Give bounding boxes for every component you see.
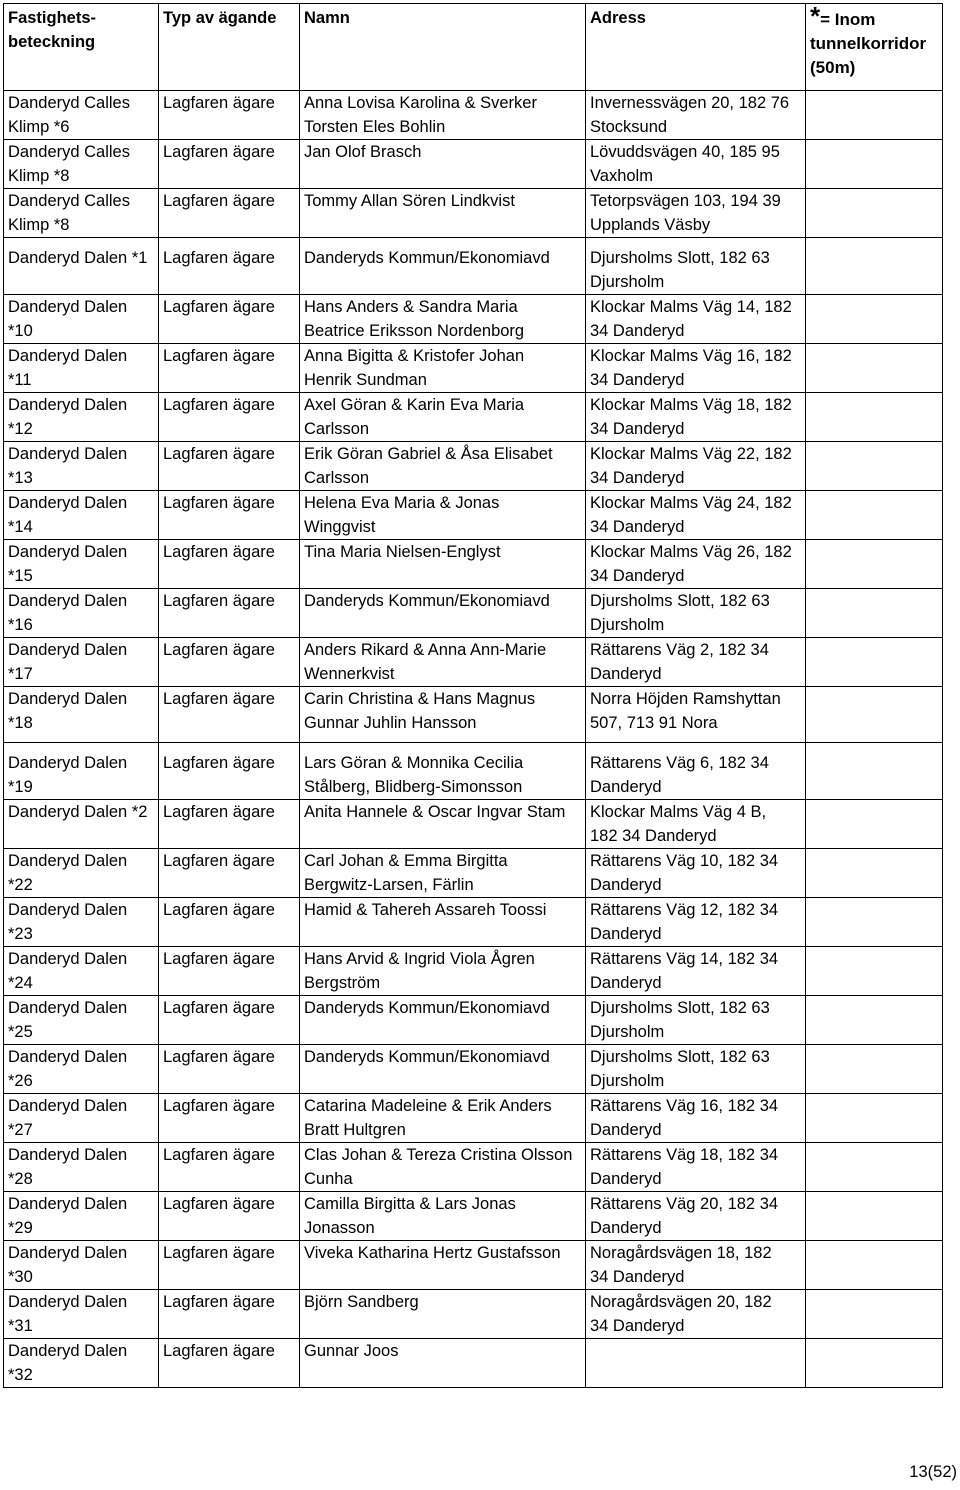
cell-owner-type: Lagfaren ägare xyxy=(159,540,300,589)
cell-property: Danderyd Dalen *27 xyxy=(4,1094,159,1143)
cell-owner-type: Lagfaren ägare xyxy=(159,687,300,743)
table-row xyxy=(4,238,943,295)
cell-tunnel-corridor xyxy=(806,947,943,996)
cell-address: Rättarens Väg 18, 182 34 Danderyd xyxy=(586,1143,806,1192)
cell-address: Rättarens Väg 12, 182 34 Danderyd xyxy=(586,898,806,947)
owners-table xyxy=(3,3,943,1388)
cell-owner-type: Lagfaren ägare xyxy=(159,91,300,140)
cell-tunnel-corridor xyxy=(806,996,943,1045)
cell-name: Hans Arvid & Ingrid Viola Ågren Bergström xyxy=(300,947,586,996)
cell-owner-type: Lagfaren ägare xyxy=(159,996,300,1045)
cell-tunnel-corridor xyxy=(806,638,943,687)
cell-tunnel-corridor xyxy=(806,1290,943,1339)
cell-tunnel-corridor xyxy=(806,687,943,743)
cell-tunnel-corridor xyxy=(806,540,943,589)
cell-property: Danderyd Dalen *23 xyxy=(4,898,159,947)
cell-address: Invernessvägen 20, 182 76 Stocksund xyxy=(586,91,806,140)
cell-property: Danderyd Dalen *15 xyxy=(4,540,159,589)
cell-owner-type: Lagfaren ägare xyxy=(159,1143,300,1192)
cell-owner-type: Lagfaren ägare xyxy=(159,898,300,947)
cell-property: Danderyd Dalen *14 xyxy=(4,491,159,540)
cell-property: Danderyd Dalen *19 xyxy=(4,743,159,800)
cell-name: Carin Christina & Hans Magnus Gunnar Juhlin Hansson xyxy=(300,687,586,743)
cell-property: Danderyd Calles Klimp *6 xyxy=(4,91,159,140)
table-row xyxy=(4,743,943,800)
cell-property: Danderyd Calles Klimp *8 xyxy=(4,189,159,238)
cell-owner-type: Lagfaren ägare xyxy=(159,947,300,996)
cell-name: Carl Johan & Emma Birgitta Bergwitz-Larsen, Färlin xyxy=(300,849,586,898)
cell-address: Rättarens Väg 2, 182 34 Danderyd xyxy=(586,638,806,687)
cell-property: Danderyd Dalen *13 xyxy=(4,442,159,491)
table-row xyxy=(4,1241,943,1290)
cell-tunnel-corridor xyxy=(806,91,943,140)
cell-property: Danderyd Dalen *32 xyxy=(4,1339,159,1388)
cell-name: Anna Lovisa Karolina & Sverker Torsten Eles Bohlin xyxy=(300,91,586,140)
cell-tunnel-corridor xyxy=(806,1045,943,1094)
cell-address: Norra Höjden Ramshyttan 507, 713 91 Nora xyxy=(586,687,806,743)
table-row xyxy=(4,898,943,947)
table-header-row xyxy=(4,4,943,91)
cell-name: Clas Johan & Tereza Cristina Olsson Cunha xyxy=(300,1143,586,1192)
cell-name: Anita Hannele & Oscar Ingvar Stam xyxy=(300,800,586,849)
cell-address: Rättarens Väg 10, 182 34 Danderyd xyxy=(586,849,806,898)
table-row xyxy=(4,1290,943,1339)
tunnel-star-marker: * xyxy=(810,3,821,31)
cell-owner-type: Lagfaren ägare xyxy=(159,1241,300,1290)
cell-tunnel-corridor xyxy=(806,1241,943,1290)
header-name: Namn xyxy=(300,4,586,91)
cell-property: Danderyd Dalen *2 xyxy=(4,800,159,849)
page-number: 13(52) xyxy=(909,1463,957,1481)
cell-tunnel-corridor xyxy=(806,140,943,189)
cell-property: Danderyd Calles Klimp *8 xyxy=(4,140,159,189)
cell-property: Danderyd Dalen *25 xyxy=(4,996,159,1045)
cell-name: Danderyds Kommun/Ekonomiavd xyxy=(300,589,586,638)
cell-tunnel-corridor xyxy=(806,898,943,947)
cell-tunnel-corridor xyxy=(806,800,943,849)
cell-property: Danderyd Dalen *29 xyxy=(4,1192,159,1241)
cell-address: Tetorpsvägen 103, 194 39 Upplands Väsby xyxy=(586,189,806,238)
table-row xyxy=(4,1339,943,1388)
cell-name: Anders Rikard & Anna Ann-Marie Wennerkvist xyxy=(300,638,586,687)
cell-property: Danderyd Dalen *11 xyxy=(4,344,159,393)
cell-owner-type: Lagfaren ägare xyxy=(159,849,300,898)
cell-owner-type: Lagfaren ägare xyxy=(159,491,300,540)
cell-property: Danderyd Dalen *12 xyxy=(4,393,159,442)
tunnel-corridor-label: = Inom tunnelkorridor (50m) xyxy=(810,10,927,77)
header-address: Adress xyxy=(586,4,806,91)
cell-tunnel-corridor xyxy=(806,344,943,393)
cell-address: Klockar Malms Väg 18, 182 34 Danderyd xyxy=(586,393,806,442)
cell-name: Viveka Katharina Hertz Gustafsson xyxy=(300,1241,586,1290)
cell-address: Rättarens Väg 16, 182 34 Danderyd xyxy=(586,1094,806,1143)
cell-name: Jan Olof Brasch xyxy=(300,140,586,189)
cell-property: Danderyd Dalen *1 xyxy=(4,238,159,295)
cell-owner-type: Lagfaren ägare xyxy=(159,442,300,491)
cell-tunnel-corridor xyxy=(806,1192,943,1241)
cell-name: Tina Maria Nielsen-Englyst xyxy=(300,540,586,589)
cell-tunnel-corridor xyxy=(806,393,943,442)
cell-address: Klockar Malms Väg 16, 182 34 Danderyd xyxy=(586,344,806,393)
table-row xyxy=(4,1143,943,1192)
cell-name: Danderyds Kommun/Ekonomiavd xyxy=(300,238,586,295)
cell-address: Djursholms Slott, 182 63 Djursholm xyxy=(586,1045,806,1094)
table-row xyxy=(4,1094,943,1143)
cell-name: Camilla Birgitta & Lars Jonas Jonasson xyxy=(300,1192,586,1241)
cell-owner-type: Lagfaren ägare xyxy=(159,1339,300,1388)
cell-tunnel-corridor xyxy=(806,589,943,638)
cell-address: Noragårdsvägen 18, 182 34 Danderyd xyxy=(586,1241,806,1290)
table-row xyxy=(4,344,943,393)
cell-name: Hans Anders & Sandra Maria Beatrice Eriksson Nordenborg xyxy=(300,295,586,344)
table-row xyxy=(4,947,943,996)
cell-tunnel-corridor xyxy=(806,295,943,344)
table-row xyxy=(4,442,943,491)
cell-name: Hamid & Tahereh Assareh Toossi xyxy=(300,898,586,947)
table-row xyxy=(4,638,943,687)
table-row xyxy=(4,996,943,1045)
cell-owner-type: Lagfaren ägare xyxy=(159,189,300,238)
cell-address: Noragårdsvägen 20, 182 34 Danderyd xyxy=(586,1290,806,1339)
cell-tunnel-corridor xyxy=(806,491,943,540)
table-row xyxy=(4,393,943,442)
table-row xyxy=(4,295,943,344)
cell-property: Danderyd Dalen *10 xyxy=(4,295,159,344)
cell-name: Gunnar Joos xyxy=(300,1339,586,1388)
table-row xyxy=(4,1045,943,1094)
cell-address: Klockar Malms Väg 24, 182 34 Danderyd xyxy=(586,491,806,540)
cell-address: Djursholms Slott, 182 63 Djursholm xyxy=(586,589,806,638)
cell-name: Axel Göran & Karin Eva Maria Carlsson xyxy=(300,393,586,442)
table-row xyxy=(4,849,943,898)
table-row xyxy=(4,189,943,238)
cell-owner-type: Lagfaren ägare xyxy=(159,140,300,189)
cell-address: Rättarens Väg 14, 182 34 Danderyd xyxy=(586,947,806,996)
table-row xyxy=(4,540,943,589)
cell-name: Catarina Madeleine & Erik Anders Bratt Hultgren xyxy=(300,1094,586,1143)
cell-name: Erik Göran Gabriel & Åsa Elisabet Carlsson xyxy=(300,442,586,491)
cell-address: Djursholms Slott, 182 63 Djursholm xyxy=(586,238,806,295)
table-row xyxy=(4,91,943,140)
cell-tunnel-corridor xyxy=(806,189,943,238)
table-row xyxy=(4,1192,943,1241)
cell-property: Danderyd Dalen *22 xyxy=(4,849,159,898)
cell-property: Danderyd Dalen *24 xyxy=(4,947,159,996)
cell-property: Danderyd Dalen *30 xyxy=(4,1241,159,1290)
table-row xyxy=(4,140,943,189)
cell-owner-type: Lagfaren ägare xyxy=(159,1290,300,1339)
cell-name: Helena Eva Maria & Jonas Winggvist xyxy=(300,491,586,540)
cell-address: Klockar Malms Väg 14, 182 34 Danderyd xyxy=(586,295,806,344)
cell-tunnel-corridor xyxy=(806,238,943,295)
cell-address: Djursholms Slott, 182 63 Djursholm xyxy=(586,996,806,1045)
cell-owner-type: Lagfaren ägare xyxy=(159,589,300,638)
cell-tunnel-corridor xyxy=(806,1143,943,1192)
cell-property: Danderyd Dalen *16 xyxy=(4,589,159,638)
table-row xyxy=(4,687,943,743)
cell-owner-type: Lagfaren ägare xyxy=(159,743,300,800)
cell-owner-type: Lagfaren ägare xyxy=(159,238,300,295)
cell-address: Rättarens Väg 20, 182 34 Danderyd xyxy=(586,1192,806,1241)
header-tunnel-corridor xyxy=(806,4,943,91)
cell-property: Danderyd Dalen *28 xyxy=(4,1143,159,1192)
cell-name: Danderyds Kommun/Ekonomiavd xyxy=(300,996,586,1045)
cell-name: Anna Bigitta & Kristofer Johan Henrik Sundman xyxy=(300,344,586,393)
cell-tunnel-corridor xyxy=(806,849,943,898)
cell-address: Rättarens Väg 6, 182 34 Danderyd xyxy=(586,743,806,800)
cell-name: Tommy Allan Sören Lindkvist xyxy=(300,189,586,238)
cell-address: Klockar Malms Väg 22, 182 34 Danderyd xyxy=(586,442,806,491)
cell-owner-type: Lagfaren ägare xyxy=(159,295,300,344)
cell-address: Lövuddsvägen 40, 185 95 Vaxholm xyxy=(586,140,806,189)
cell-property: Danderyd Dalen *31 xyxy=(4,1290,159,1339)
cell-owner-type: Lagfaren ägare xyxy=(159,1094,300,1143)
cell-owner-type: Lagfaren ägare xyxy=(159,1045,300,1094)
cell-name: Danderyds Kommun/Ekonomiavd xyxy=(300,1045,586,1094)
cell-property: Danderyd Dalen *26 xyxy=(4,1045,159,1094)
cell-owner-type: Lagfaren ägare xyxy=(159,344,300,393)
table-row xyxy=(4,589,943,638)
cell-tunnel-corridor xyxy=(806,743,943,800)
header-owner-type: Typ av ägande xyxy=(159,4,300,91)
table-row xyxy=(4,800,943,849)
cell-owner-type: Lagfaren ägare xyxy=(159,638,300,687)
cell-tunnel-corridor xyxy=(806,442,943,491)
cell-tunnel-corridor xyxy=(806,1094,943,1143)
cell-owner-type: Lagfaren ägare xyxy=(159,800,300,849)
cell-property: Danderyd Dalen *18 xyxy=(4,687,159,743)
cell-tunnel-corridor xyxy=(806,1339,943,1388)
table-row xyxy=(4,491,943,540)
cell-owner-type: Lagfaren ägare xyxy=(159,1192,300,1241)
cell-owner-type: Lagfaren ägare xyxy=(159,393,300,442)
header-property: Fastighets- beteckning xyxy=(4,4,159,91)
cell-address xyxy=(586,1339,806,1388)
cell-property: Danderyd Dalen *17 xyxy=(4,638,159,687)
cell-address: Klockar Malms Väg 4 B, 182 34 Danderyd xyxy=(586,800,806,849)
cell-address: Klockar Malms Väg 26, 182 34 Danderyd xyxy=(586,540,806,589)
cell-name: Björn Sandberg xyxy=(300,1290,586,1339)
cell-name: Lars Göran & Monnika Cecilia Stålberg, Blidberg-Simonsson xyxy=(300,743,586,800)
